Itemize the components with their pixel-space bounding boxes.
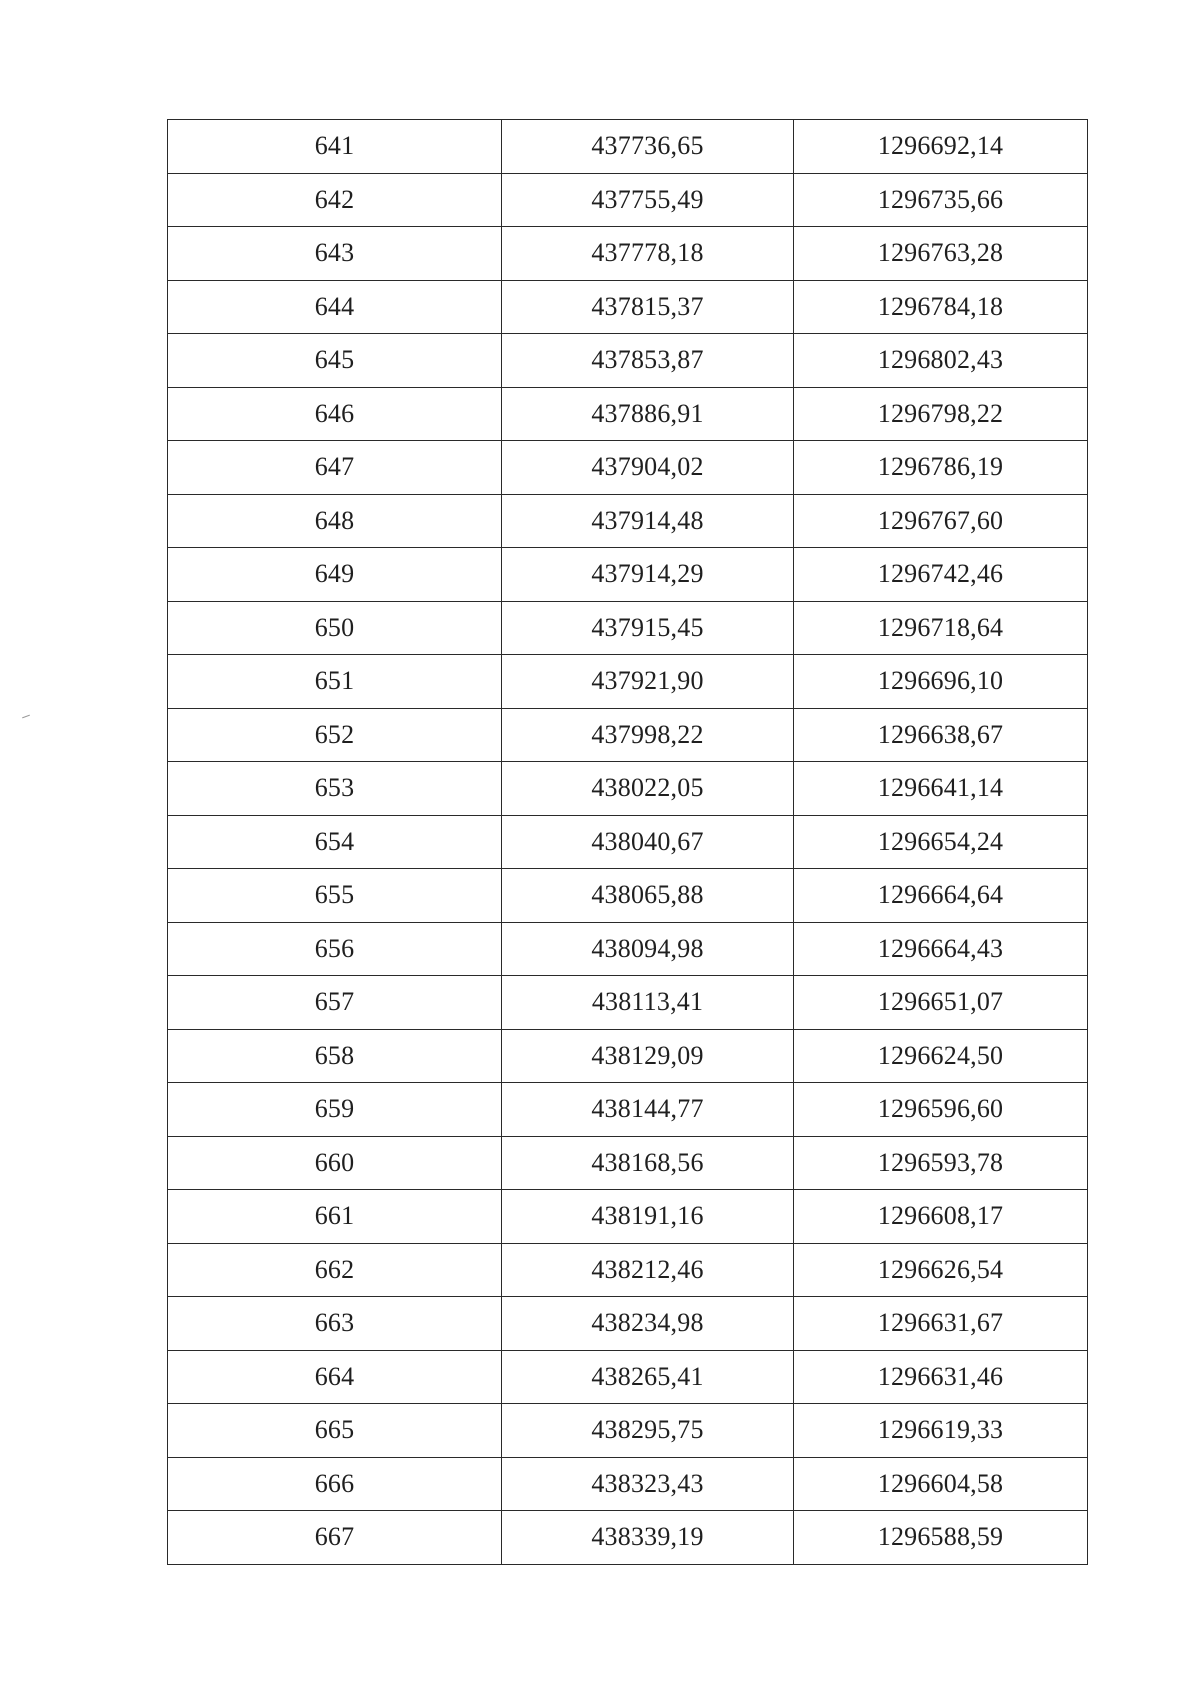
table-row: [168, 922, 1088, 976]
point-number-cell: 651: [168, 655, 502, 709]
x-coordinate-cell: 438265,41: [502, 1350, 794, 1404]
table-row: [168, 762, 1088, 816]
x-coordinate-cell: 437914,48: [502, 494, 794, 548]
x-coordinate-cell: 438234,98: [502, 1297, 794, 1351]
x-coordinate-cell: 437778,18: [502, 227, 794, 281]
y-coordinate-cell: 1296626,54: [794, 1243, 1088, 1297]
table-row: [168, 441, 1088, 495]
point-number-cell: 650: [168, 601, 502, 655]
x-coordinate-cell: 437914,29: [502, 548, 794, 602]
y-coordinate-cell: 1296798,22: [794, 387, 1088, 441]
y-coordinate-cell: 1296596,60: [794, 1083, 1088, 1137]
point-number-cell: 646: [168, 387, 502, 441]
point-number-cell: 653: [168, 762, 502, 816]
table-row: [168, 1511, 1088, 1565]
point-number-cell: 644: [168, 280, 502, 334]
x-coordinate-cell: 438295,75: [502, 1404, 794, 1458]
x-coordinate-cell: 437904,02: [502, 441, 794, 495]
table-row: [168, 280, 1088, 334]
point-number-cell: 641: [168, 120, 502, 174]
x-coordinate-cell: 438040,67: [502, 815, 794, 869]
table-row: [168, 1350, 1088, 1404]
y-coordinate-cell: 1296664,43: [794, 922, 1088, 976]
x-coordinate-cell: 438022,05: [502, 762, 794, 816]
table-row: [168, 1190, 1088, 1244]
y-coordinate-cell: 1296784,18: [794, 280, 1088, 334]
point-number-cell: 655: [168, 869, 502, 923]
point-number-cell: 661: [168, 1190, 502, 1244]
x-coordinate-cell: 438094,98: [502, 922, 794, 976]
y-coordinate-cell: 1296742,46: [794, 548, 1088, 602]
x-coordinate-cell: 437921,90: [502, 655, 794, 709]
point-number-cell: 658: [168, 1029, 502, 1083]
table-row: [168, 869, 1088, 923]
table-row: [168, 655, 1088, 709]
point-number-cell: 642: [168, 173, 502, 227]
table-row: [168, 548, 1088, 602]
table-row: [168, 1457, 1088, 1511]
x-coordinate-cell: 437998,22: [502, 708, 794, 762]
table-row: [168, 601, 1088, 655]
y-coordinate-cell: 1296624,50: [794, 1029, 1088, 1083]
x-coordinate-cell: 438191,16: [502, 1190, 794, 1244]
point-number-cell: 652: [168, 708, 502, 762]
table-row: [168, 334, 1088, 388]
y-coordinate-cell: 1296692,14: [794, 120, 1088, 174]
point-number-cell: 663: [168, 1297, 502, 1351]
x-coordinate-cell: 437886,91: [502, 387, 794, 441]
y-coordinate-cell: 1296718,64: [794, 601, 1088, 655]
x-coordinate-cell: 437915,45: [502, 601, 794, 655]
point-number-cell: 649: [168, 548, 502, 602]
coordinates-table: [167, 119, 1088, 1565]
y-coordinate-cell: 1296631,67: [794, 1297, 1088, 1351]
x-coordinate-cell: 437853,87: [502, 334, 794, 388]
point-number-cell: 656: [168, 922, 502, 976]
table-row: [168, 976, 1088, 1030]
point-number-cell: 648: [168, 494, 502, 548]
point-number-cell: 660: [168, 1136, 502, 1190]
y-coordinate-cell: 1296696,10: [794, 655, 1088, 709]
y-coordinate-cell: 1296638,67: [794, 708, 1088, 762]
x-coordinate-cell: 438323,43: [502, 1457, 794, 1511]
x-coordinate-cell: 438168,56: [502, 1136, 794, 1190]
point-number-cell: 647: [168, 441, 502, 495]
x-coordinate-cell: 437736,65: [502, 120, 794, 174]
x-coordinate-cell: 438339,19: [502, 1511, 794, 1565]
y-coordinate-cell: 1296651,07: [794, 976, 1088, 1030]
point-number-cell: 657: [168, 976, 502, 1030]
table-row: [168, 387, 1088, 441]
point-number-cell: 659: [168, 1083, 502, 1137]
y-coordinate-cell: 1296763,28: [794, 227, 1088, 281]
y-coordinate-cell: 1296588,59: [794, 1511, 1088, 1565]
table-row: [168, 1297, 1088, 1351]
point-number-cell: 654: [168, 815, 502, 869]
x-coordinate-cell: 438212,46: [502, 1243, 794, 1297]
point-number-cell: 645: [168, 334, 502, 388]
point-number-cell: 667: [168, 1511, 502, 1565]
y-coordinate-cell: 1296664,64: [794, 869, 1088, 923]
y-coordinate-cell: 1296593,78: [794, 1136, 1088, 1190]
y-coordinate-cell: 1296735,66: [794, 173, 1088, 227]
table-row: [168, 227, 1088, 281]
point-number-cell: 662: [168, 1243, 502, 1297]
x-coordinate-cell: 438065,88: [502, 869, 794, 923]
y-coordinate-cell: 1296604,58: [794, 1457, 1088, 1511]
table-row: [168, 1404, 1088, 1458]
table-row: [168, 815, 1088, 869]
x-coordinate-cell: 437815,37: [502, 280, 794, 334]
y-coordinate-cell: 1296767,60: [794, 494, 1088, 548]
table-row: [168, 1243, 1088, 1297]
y-coordinate-cell: 1296619,33: [794, 1404, 1088, 1458]
x-coordinate-cell: 438129,09: [502, 1029, 794, 1083]
y-coordinate-cell: 1296786,19: [794, 441, 1088, 495]
y-coordinate-cell: 1296608,17: [794, 1190, 1088, 1244]
table-row: [168, 1029, 1088, 1083]
table-row: [168, 494, 1088, 548]
scan-artifact: [22, 715, 30, 719]
y-coordinate-cell: 1296802,43: [794, 334, 1088, 388]
y-coordinate-cell: 1296631,46: [794, 1350, 1088, 1404]
point-number-cell: 664: [168, 1350, 502, 1404]
point-number-cell: 665: [168, 1404, 502, 1458]
point-number-cell: 643: [168, 227, 502, 281]
coordinates-table-body: [168, 120, 1088, 1565]
table-row: [168, 1136, 1088, 1190]
y-coordinate-cell: 1296654,24: [794, 815, 1088, 869]
table-row: [168, 1083, 1088, 1137]
table-row: [168, 120, 1088, 174]
point-number-cell: 666: [168, 1457, 502, 1511]
x-coordinate-cell: 437755,49: [502, 173, 794, 227]
table-row: [168, 173, 1088, 227]
x-coordinate-cell: 438144,77: [502, 1083, 794, 1137]
y-coordinate-cell: 1296641,14: [794, 762, 1088, 816]
table-row: [168, 708, 1088, 762]
x-coordinate-cell: 438113,41: [502, 976, 794, 1030]
